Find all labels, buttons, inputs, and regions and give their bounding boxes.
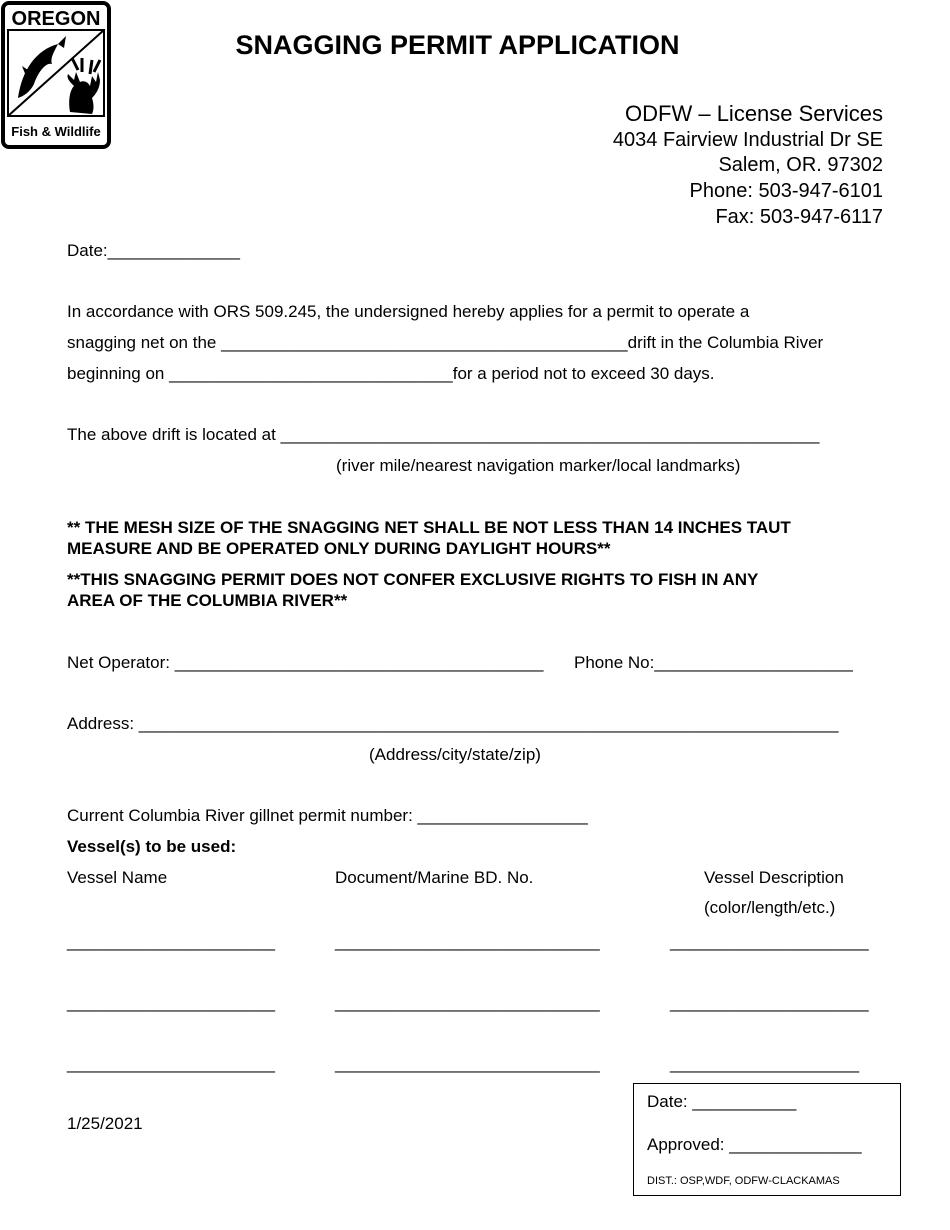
body-line-1: In accordance with ORS 509.245, the undersigned hereby applies for a permit to operate a <box>67 302 750 321</box>
address-field[interactable]: Address: __________________________________________________________________________ <box>67 714 839 733</box>
approval-date-field[interactable]: Date: ___________ <box>647 1092 797 1111</box>
mesh-notice-line-2: MEASURE AND BE OPERATED ONLY DURING DAYLIGHT HOURS** <box>67 539 611 558</box>
page-title: SNAGGING PERMIT APPLICATION <box>235 30 680 60</box>
net-operator-field[interactable]: Net Operator: _______________________________________ <box>67 653 544 672</box>
agency-phone: Phone: 503-947-6101 <box>689 180 883 202</box>
vessel-2-description-field[interactable]: _____________________ <box>670 993 869 1012</box>
vessel-1-description-field[interactable]: _____________________ <box>670 932 869 951</box>
vessel-3-name-field[interactable]: ______________________ <box>67 1054 276 1073</box>
agency-fax: Fax: 503-947-6117 <box>715 206 883 228</box>
mesh-notice-line-1: ** THE MESH SIZE OF THE SNAGGING NET SHALL BE NOT LESS THAN 14 INCHES TAUT <box>67 518 791 537</box>
logo-bottom-text: Fish & Wildlife <box>11 124 101 139</box>
distribution-note: DIST.: OSP,WDF, ODFW-CLACKAMAS <box>647 1175 840 1187</box>
approval-box <box>633 1083 901 1196</box>
agency-street: 4034 Fairview Industrial Dr SE <box>612 129 883 151</box>
col-vessel-description-hint: (color/length/etc.) <box>704 898 836 917</box>
vessels-heading: Vessel(s) to be used: <box>67 837 237 856</box>
agency-city: Salem, OR. 97302 <box>718 154 883 176</box>
col-vessel-name: Vessel Name <box>67 868 168 887</box>
address-hint: (Address/city/state/zip) <box>369 745 541 764</box>
col-document-no: Document/Marine BD. No. <box>335 868 534 887</box>
rights-notice-line-2: AREA OF THE COLUMBIA RIVER** <box>67 591 348 610</box>
vessel-2-document-field[interactable]: ____________________________ <box>335 993 600 1012</box>
gillnet-permit-field[interactable]: Current Columbia River gillnet permit number: __________________ <box>67 806 588 825</box>
date-field[interactable]: Date:______________ <box>67 241 240 260</box>
vessel-1-name-field[interactable]: ______________________ <box>67 932 276 951</box>
logo-top-text: OREGON <box>11 8 101 30</box>
col-vessel-description: Vessel Description <box>704 868 844 887</box>
body-line-2-drift-field[interactable]: snagging net on the ___________________________________________drift in the Columbia River <box>67 333 824 352</box>
oregon-fish-wildlife-logo <box>0 0 112 150</box>
drift-location-field[interactable]: The above drift is located at _________________________________________________________ <box>67 425 820 444</box>
drift-location-hint: (river mile/nearest navigation marker/local landmarks) <box>336 456 741 475</box>
vessel-3-document-field[interactable]: ____________________________ <box>335 1054 600 1073</box>
vessel-2-name-field[interactable]: ______________________ <box>67 993 276 1012</box>
vessel-1-document-field[interactable]: ____________________________ <box>335 932 600 951</box>
rights-notice-line-1: **THIS SNAGGING PERMIT DOES NOT CONFER EXCLUSIVE RIGHTS TO FISH IN ANY <box>67 570 759 589</box>
body-line-3-start-date-field[interactable]: beginning on ______________________________for a period not to exceed 30 days. <box>67 364 715 383</box>
vessel-3-description-field[interactable]: ____________________ <box>670 1054 860 1073</box>
form-revision-date: 1/25/2021 <box>67 1114 143 1133</box>
agency-name: ODFW – License Services <box>625 101 883 126</box>
approved-by-field[interactable]: Approved: ______________ <box>647 1135 862 1154</box>
phone-no-field[interactable]: Phone No:_____________________ <box>574 653 853 672</box>
